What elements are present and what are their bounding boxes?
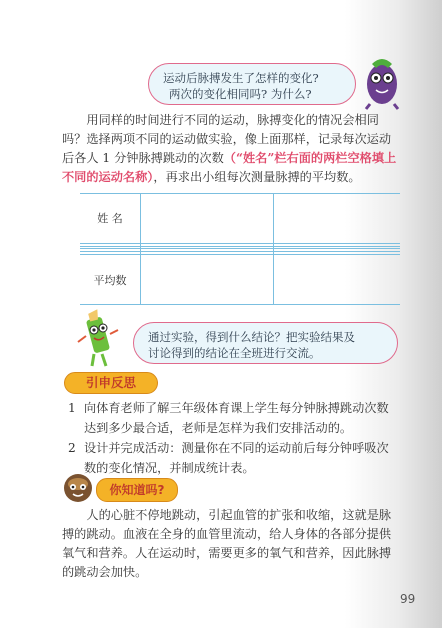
table-row <box>80 194 400 244</box>
average-label: 平均数 <box>80 255 141 305</box>
know-paragraph: 人的心脏不停地跳动，引起血管的扩张和收缩，这就是脉搏的跳动。血液在全身的血管里流动，给人身体的各部分提供氧气和营养。人在运动时，需要更多的氧气和营养，因此脉搏的跳动会加快。 <box>62 508 392 579</box>
intro-text-end: ，再求出小组每次测量脉搏的平均数。 <box>153 170 361 184</box>
item-number: 2 <box>68 441 76 455</box>
eggplant-mascot-icon <box>358 48 406 110</box>
table-cell <box>274 255 400 305</box>
discussion-line-2: 讨论得到的结论在全班进行交流。 <box>148 346 321 360</box>
discussion-bubble <box>133 322 398 364</box>
table-cell <box>141 255 274 305</box>
table-row <box>80 255 400 305</box>
name-header: 姓 名 <box>80 194 141 244</box>
list-item <box>68 398 398 438</box>
intro-paragraph <box>62 111 398 187</box>
table-cell <box>141 194 274 244</box>
intro-highlight: （“姓名”栏右面的两栏空格填上不同的运动名称） <box>62 151 397 184</box>
list-item <box>68 438 398 478</box>
pulse-table <box>80 193 400 305</box>
question-bubble <box>148 63 356 105</box>
page-number: 99 <box>400 592 416 606</box>
question-line-2: 两次的变化相同吗? 为什么? <box>169 87 312 101</box>
ball-mascot-icon <box>60 470 96 506</box>
item-text: 设计并完成活动：测量你在不同的运动前后每分钟呼吸次数的变化情况，并制成统计表。 <box>84 441 389 475</box>
pencil-mascot-icon <box>72 308 128 370</box>
section-title: 引申反思 <box>64 372 158 394</box>
know-badge: 你知道吗? <box>96 478 178 502</box>
discussion-line-1: 通过实验，得到什么结论？把实验结果及 <box>148 330 355 344</box>
item-text: 向体育老师了解三年级体育课上学生每分钟脉搏跳动次数达到多少最合适，老师是怎样为我们安排活动的。 <box>84 401 389 435</box>
table-cell <box>274 194 400 244</box>
intro-text: 用同样的时间进行不同的运动，脉搏变化的情况会相同吗？选择两项不同的运动做实验，像上面那样，记录每次运动后各人 1 分钟脉搏跳动的次数 <box>62 113 392 165</box>
item-number: 1 <box>68 401 76 415</box>
question-line-1: 运动后脉搏发生了怎样的变化? <box>163 71 319 85</box>
